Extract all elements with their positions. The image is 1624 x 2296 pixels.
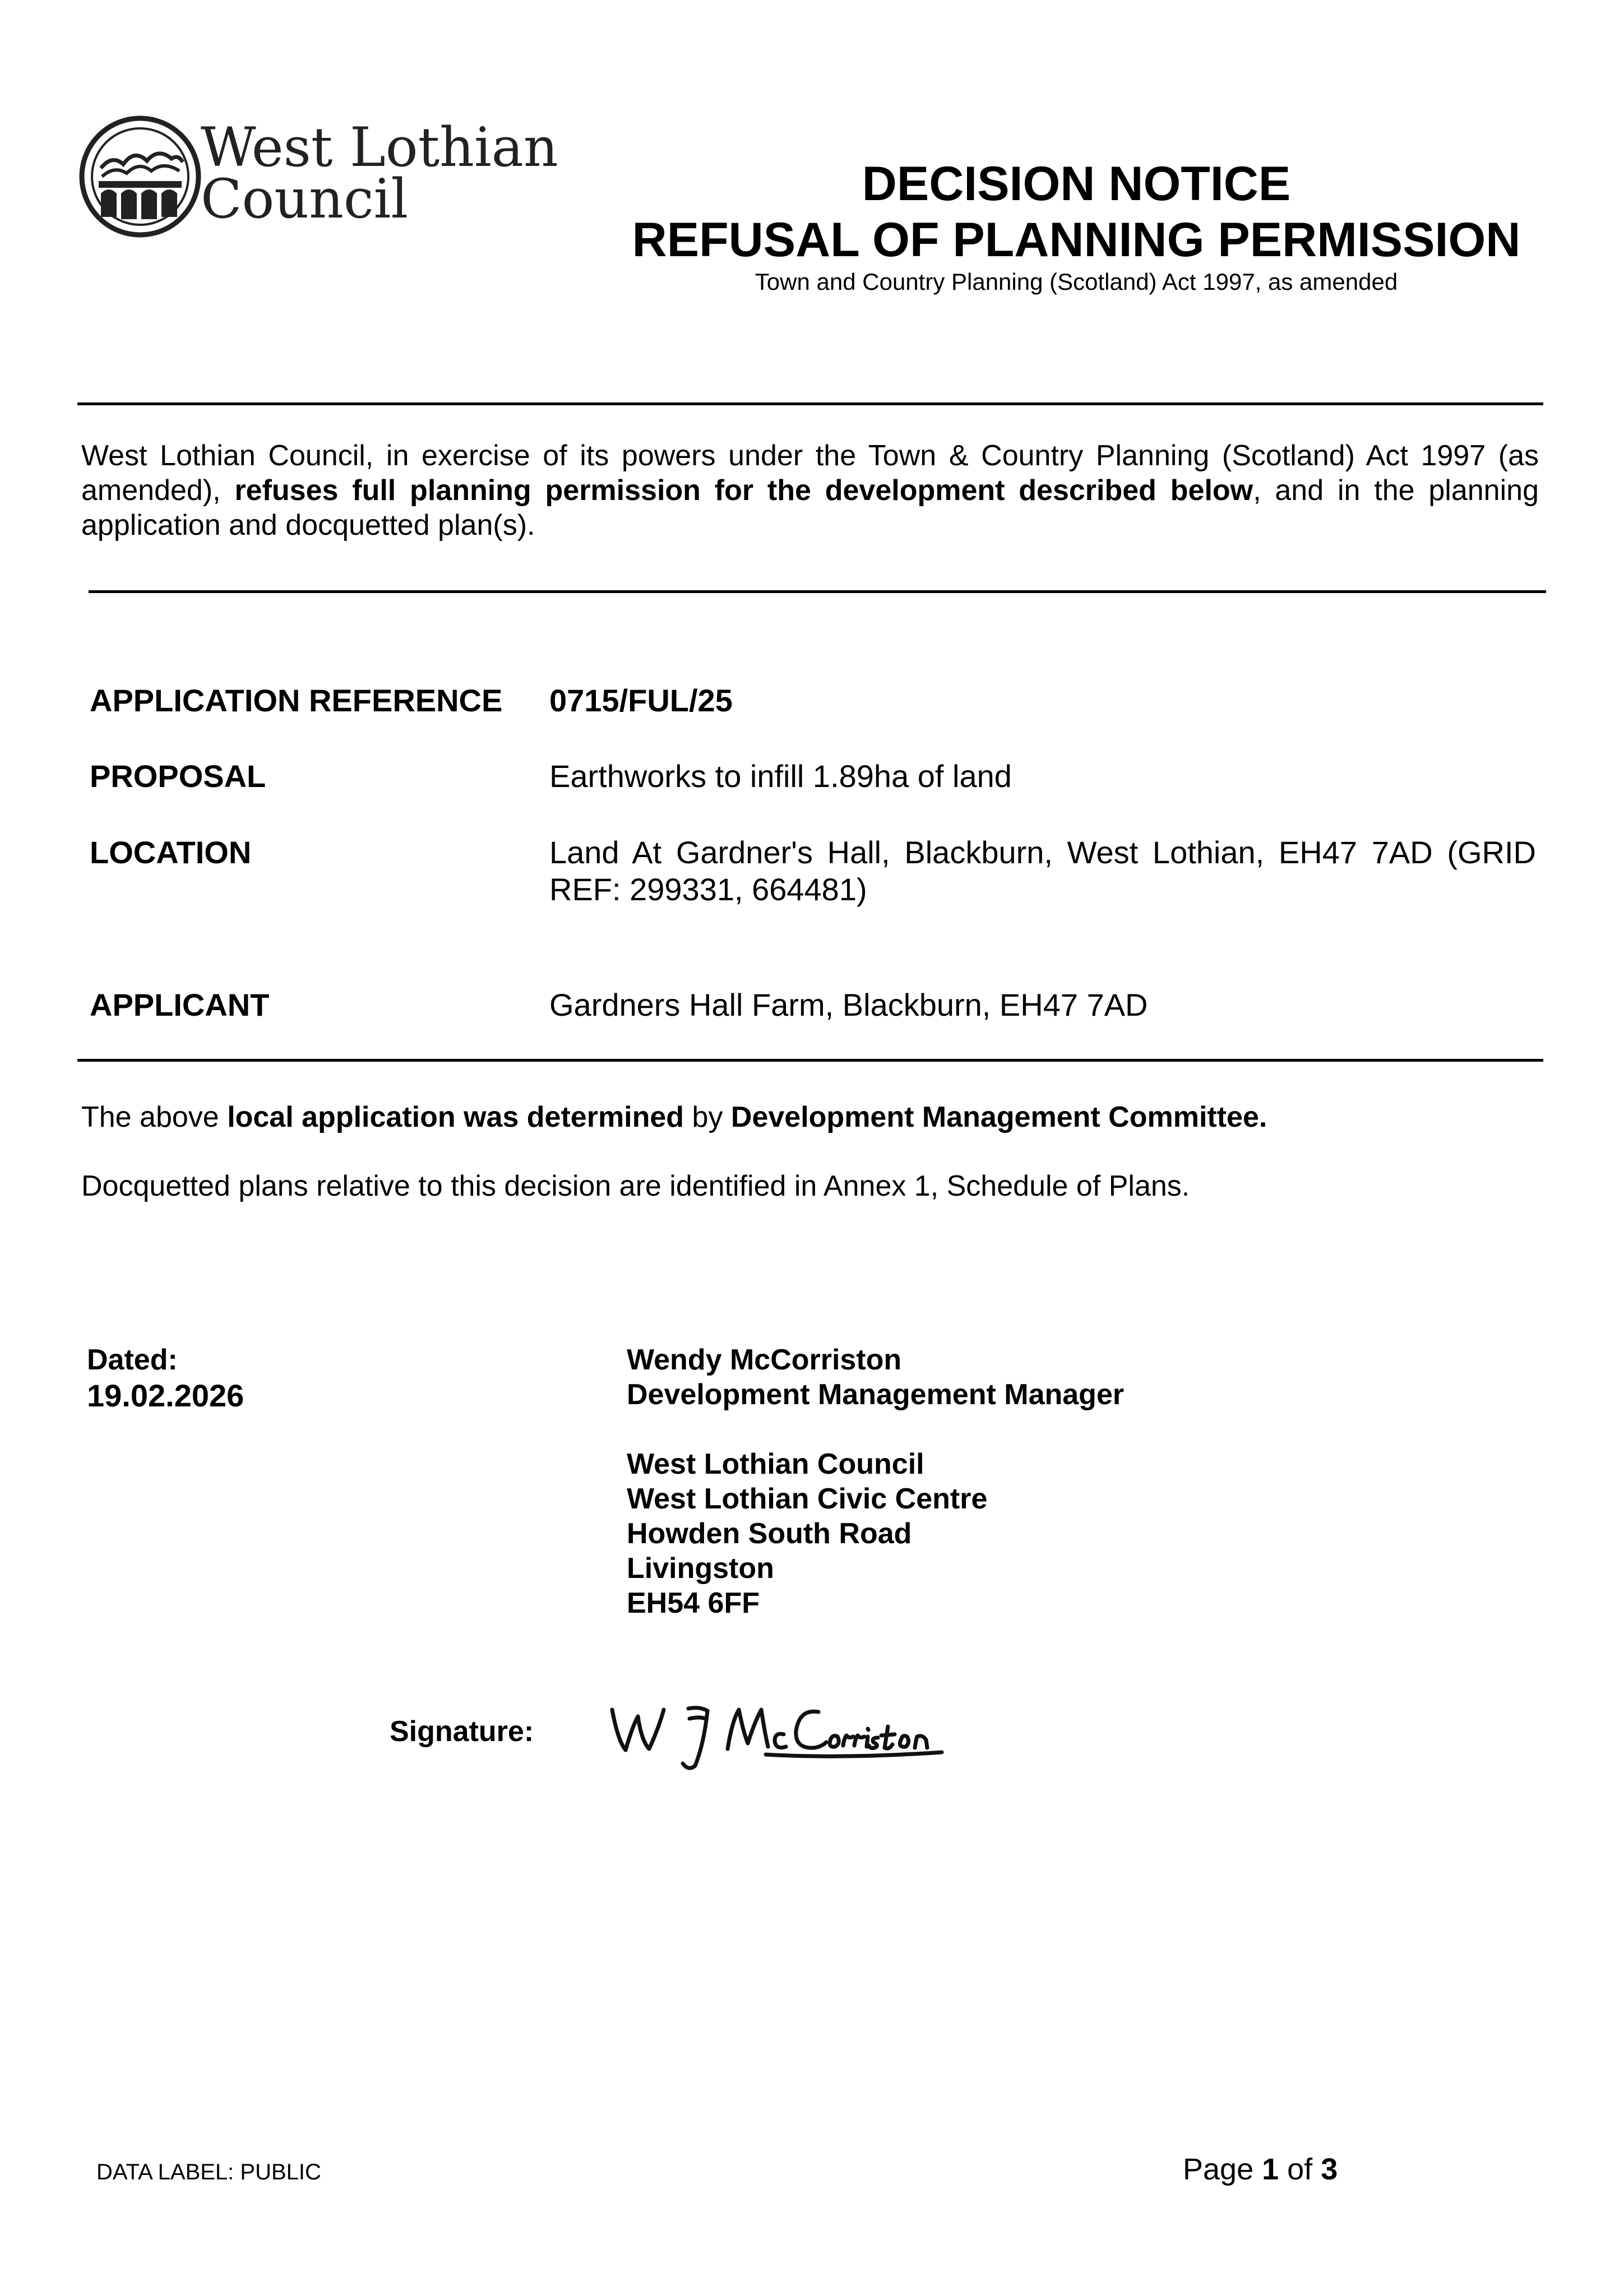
intro-text-2: , and in the planning application and docquetted plan(s).: [81, 474, 1539, 541]
page-prefix: Page: [1183, 2152, 1262, 2186]
page-mid: of: [1279, 2152, 1321, 2186]
docquetted-plans-note: Docquetted plans relative to this decision are identified in Annex 1, Schedule of Plans.: [81, 1170, 1190, 1202]
intro-text-1: West Lothian Council, in exercise of its powers under the Town & Country Planning (Scotland) Act 1997 (as amended),: [81, 439, 1539, 507]
applicant-value: Gardners Hall Farm, Blackburn, EH47 7AD: [549, 987, 1148, 1022]
location-label: LOCATION: [90, 835, 252, 870]
signatory-name: Wendy McCorriston: [627, 1344, 902, 1376]
divider-details: [77, 1059, 1543, 1062]
dated-label: Dated:: [87, 1344, 178, 1376]
divider-top: [77, 402, 1543, 405]
divider-intro: [89, 590, 1546, 593]
west-lothian-council-crest-icon: [78, 115, 202, 238]
signature-label: Signature:: [390, 1715, 534, 1748]
page-number: [1183, 2151, 1338, 2187]
logo-text-line2: Council: [201, 168, 409, 230]
application-reference-label: APPLICATION REFERENCE: [90, 683, 503, 718]
address-line-4: Livingston: [627, 1552, 774, 1585]
determination-text-bold-1: local application was determined: [227, 1101, 684, 1133]
determination-statement: [81, 1100, 1539, 1135]
data-label: DATA LABEL: PUBLIC: [96, 2160, 321, 2184]
handwritten-signature: [605, 1687, 1009, 1780]
page-total: 3: [1321, 2152, 1338, 2186]
determination-text-bold-2: Development Management Committee.: [730, 1101, 1267, 1133]
address-line-3: Howden South Road: [627, 1517, 912, 1550]
address-line-2: West Lothian Civic Centre: [627, 1483, 988, 1515]
notice-subtitle-refusal: REFUSAL OF PLANNING PERMISSION: [632, 213, 1521, 267]
application-reference-value: 0715/FUL/25: [549, 683, 733, 718]
determination-text-1: The above: [81, 1101, 228, 1133]
page-current: 1: [1262, 2152, 1279, 2186]
location-value: Land At Gardner's Hall, Blackburn, West Lothian, EH47 7AD (GRID REF: 299331, 664481): [549, 835, 1536, 907]
determination-text-2: by: [684, 1101, 731, 1133]
address-line-1: West Lothian Council: [627, 1448, 924, 1480]
intro-text-bold: refuses full planning permission for the development described below: [234, 474, 1253, 507]
proposal-value: Earthworks to infill 1.89ha of land: [549, 758, 1012, 794]
applicant-label: APPLICANT: [90, 987, 270, 1022]
intro-paragraph: [81, 438, 1539, 543]
address-line-5: EH54 6FF: [627, 1587, 760, 1619]
proposal-label: PROPOSAL: [90, 758, 266, 794]
signature-image: [605, 1687, 1009, 1777]
council-logo: [78, 115, 558, 244]
dated-value: 19.02.2026: [87, 1378, 244, 1413]
notice-title: DECISION NOTICE: [862, 157, 1291, 211]
logo-text-line1: West Lothian: [201, 116, 558, 179]
act-reference: Town and Country Planning (Scotland) Act 1997, as amended: [755, 269, 1398, 295]
signatory-role: Development Management Manager: [627, 1378, 1125, 1411]
